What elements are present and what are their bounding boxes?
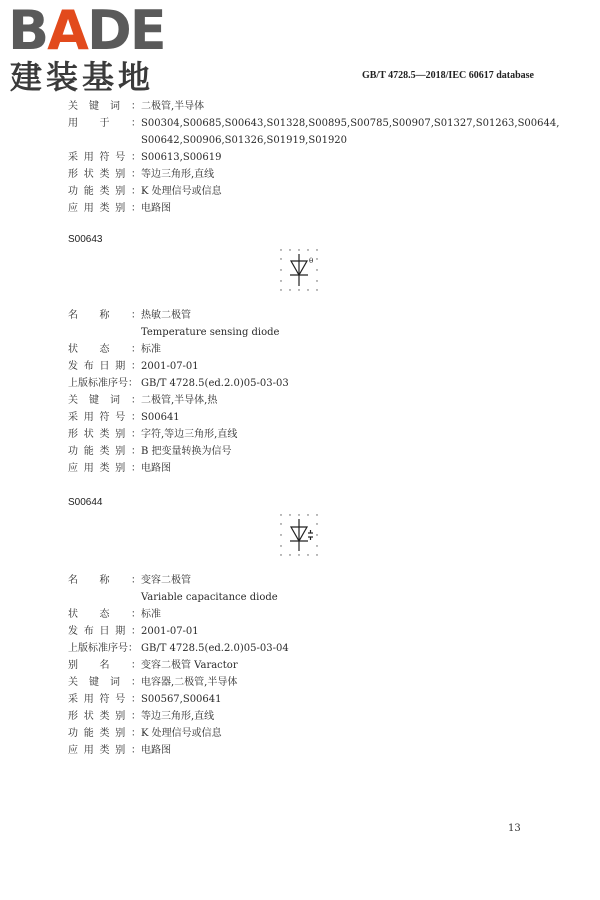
field-label: 应 用 类 别 ： [68,463,141,474]
field-label: 用 于 ： [68,118,141,129]
field-value: S00641 [141,412,180,423]
field-row [68,725,548,742]
entry-block-s00643 [68,307,548,477]
field-value: GB/T 4728.5(ed.2.0)05-03-03 [141,378,289,389]
field-value: 电路图 [141,463,171,474]
field-value: 电容器,二极管,半导体 [141,677,238,688]
field-value: 2001-07-01 [141,626,199,637]
page-number: 13 [508,823,521,834]
field-row [68,358,548,375]
field-row [68,426,548,443]
field-row [68,742,548,759]
field-label: 发 布 日 期 ： [68,626,141,637]
field-row [68,341,548,358]
field-label: 功 能 类 别 ： [68,728,141,739]
entry-block-previous [68,98,560,217]
bade-logo [8,2,188,98]
field-row [68,98,548,115]
logo-chinese-text: 建装基地 [10,58,155,96]
temperature-sensing-diode-symbol [279,248,319,292]
field-value: Variable capacitance diode [141,592,278,603]
field-row [68,166,548,183]
standard-reference: GB/T 4728.5—2018/IEC 60617 database [361,70,534,81]
field-label: 应 用 类 别 ： [68,745,141,756]
field-label: 采 用 符 号 ： [68,412,141,423]
field-row [68,200,548,217]
field-label: 上 版 标 准 序 号 ： [68,643,138,654]
field-row [68,324,548,341]
section-id-s00644: S00644 [68,497,103,508]
entry-block-s00644 [68,572,548,759]
field-label: 采 用 符 号 ： [68,152,141,163]
field-label: 形 状 类 别 ： [68,429,141,440]
field-row [68,183,548,200]
field-label: 状 态 ： [68,344,141,355]
field-label: 关 键 词 ： [68,101,141,112]
field-label: 名 称 ： [68,575,141,586]
field-label: 采 用 符 号 ： [68,694,141,705]
field-row [68,460,548,477]
field-value: 等边三角形,直线 [141,711,215,722]
field-row [68,375,548,392]
theta-mark: θ [309,257,314,265]
field-row [68,623,548,640]
section-id-s00643: S00643 [68,234,103,245]
field-row [68,132,548,149]
field-row [68,657,548,674]
field-row [68,640,548,657]
field-row [68,674,548,691]
field-row [68,409,548,426]
field-label: 形 状 类 别 ： [68,169,141,180]
field-row [68,606,548,623]
field-label: 应 用 类 别 ： [68,203,141,214]
field-label: 别 名 ： [68,660,141,671]
field-value: K 处理信号或信息 [141,728,222,739]
field-row [68,149,548,166]
field-label: 关 键 词 ： [68,677,141,688]
field-row [68,307,548,324]
field-row [68,392,548,409]
field-label: 上 版 标 准 序 号 ： [68,378,138,389]
field-value: 变容二极管 [141,575,191,586]
field-value: 电路图 [141,203,171,214]
field-value: S00642,S00906,S01326,S01919,S01920 [141,135,348,146]
field-value: S00567,S00641 [141,694,222,705]
logo-wordmark: BADE [8,0,165,62]
field-value: GB/T 4728.5(ed.2.0)05-03-04 [141,643,289,654]
field-value: 电路图 [141,745,171,756]
field-value: 二极管,半导体,热 [141,395,218,406]
field-value: 变容二极管 Varactor [141,660,238,671]
field-value: S00304,S00685,S00643,S01328,S00895,S00785,S00907,S01327,S01263,S00644, [141,118,560,129]
field-row [68,572,548,589]
field-label: 形 状 类 别 ： [68,711,141,722]
field-label: 发 布 日 期 ： [68,361,141,372]
field-label: 关 键 词 ： [68,395,141,406]
field-label: 功 能 类 别 ： [68,186,141,197]
field-row [68,708,548,725]
field-row [68,691,548,708]
field-value: K 处理信号或信息 [141,186,222,197]
variable-capacitance-diode-symbol [279,513,319,557]
field-value: B 把变量转换为信号 [141,446,232,457]
field-value: 标准 [141,344,161,355]
field-value: 2001-07-01 [141,361,199,372]
field-row [68,115,560,132]
field-row [68,589,548,606]
field-value: 字符,等边三角形,直线 [141,429,238,440]
field-value: S00613,S00619 [141,152,222,163]
field-row [68,443,548,460]
field-label: 功 能 类 别 ： [68,446,141,457]
field-label: 状 态 ： [68,609,141,620]
field-value: 标准 [141,609,161,620]
field-value: Temperature sensing diode [141,327,280,338]
field-value: 等边三角形,直线 [141,169,215,180]
field-value: 热敏二极管 [141,310,191,321]
field-value: 二极管,半导体 [141,101,205,112]
field-label: 名 称 ： [68,310,141,321]
